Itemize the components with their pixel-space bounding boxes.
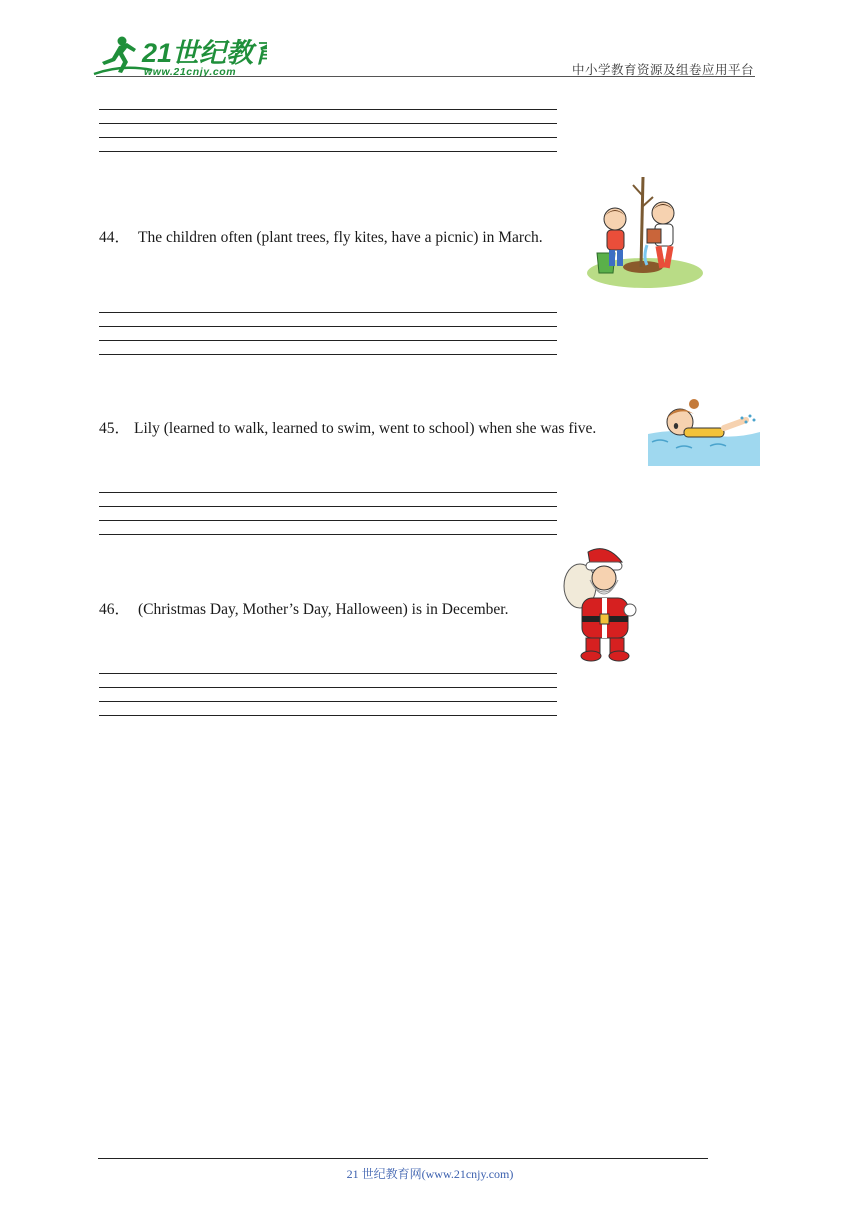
girl-swimming-illustration [646,390,762,468]
answer-line [99,326,557,327]
question-number: 44． [99,229,131,246]
answer-line [99,492,557,493]
question-45 [99,416,596,438]
children-planting-tree-illustration [585,175,707,291]
footer-site-link[interactable]: 21 世纪教育网(www.21cnjy.com) [346,1167,514,1181]
logo-url: www.21cnjy.com [144,66,237,78]
answer-line [99,354,557,355]
santa-claus-illustration [560,546,646,664]
question-44 [99,225,543,247]
question-text: Lily (learned to walk, learned to swim, went to school) when she was five. [134,420,597,437]
answer-line [99,687,557,688]
footer-divider [98,1158,708,1159]
header-divider [96,76,755,77]
runner-logo-icon [92,34,267,78]
answer-line [99,123,557,124]
question-text: The children often (plant trees, fly kites, have a picnic) in March. [138,229,543,246]
question-46 [99,597,509,619]
platform-label: 中小学教育资源及组卷应用平台 [571,63,754,77]
answer-line [99,715,557,716]
answer-line [99,534,557,535]
question-text: (Christmas Day, Mother’s Day, Halloween) is in December. [138,601,509,618]
site-logo [92,34,267,78]
answer-line [99,312,557,313]
answer-line [99,137,557,138]
answer-line [99,506,557,507]
answer-line [99,701,557,702]
answer-line [99,340,557,341]
answer-line [99,151,557,152]
question-number: 46． [99,601,131,618]
answer-line [99,109,557,110]
question-number: 45． [99,420,131,437]
answer-line [99,520,557,521]
logo-name: 21世纪教育 [142,38,267,68]
answer-line [99,673,557,674]
